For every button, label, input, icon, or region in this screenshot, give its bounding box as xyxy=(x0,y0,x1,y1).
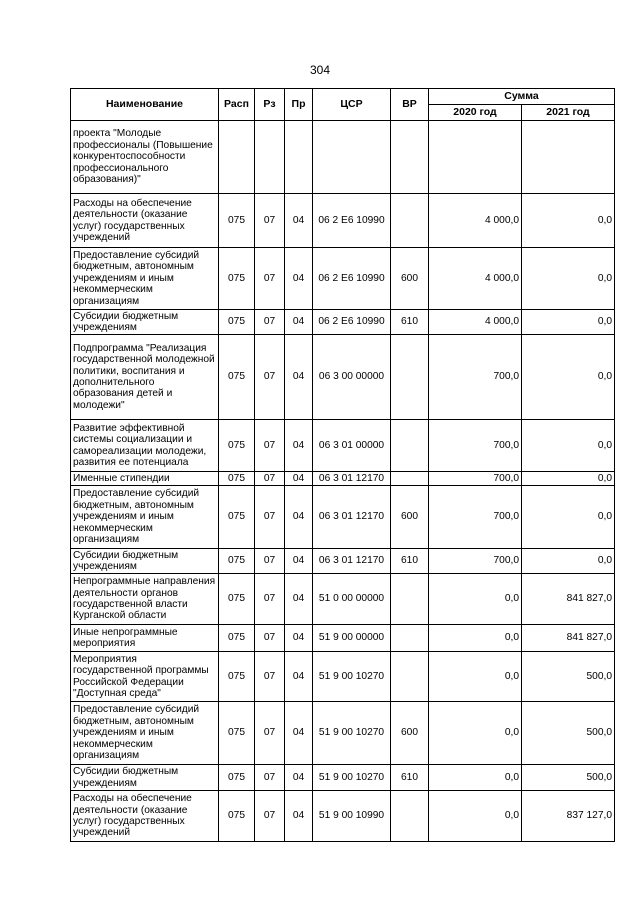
cell-name: Подпрограмма "Реализация государственной молодежной политики, воспитания и дополнительного образования детей и молодежи" xyxy=(71,335,219,420)
header-2020: 2020 год xyxy=(429,105,522,121)
header-rasp: Расп xyxy=(219,89,255,121)
cell-rz: 07 xyxy=(255,625,285,652)
cell-name: Предоставление субсидий бюджетным, автономным учреждениям и иным некоммерческим организациям xyxy=(71,702,219,765)
cell-pr: 04 xyxy=(285,420,313,472)
cell-pr xyxy=(285,121,313,194)
cell-csr: 06 3 01 12170 xyxy=(313,486,391,549)
table-row xyxy=(71,652,615,702)
cell-rasp: 075 xyxy=(219,472,255,486)
cell-csr: 06 3 01 12170 xyxy=(313,549,391,574)
cell-rz: 07 xyxy=(255,574,285,625)
cell-vr xyxy=(391,194,429,248)
cell-rasp: 075 xyxy=(219,652,255,702)
cell-name: Предоставление субсидий бюджетным, автономным учреждениям и иным некоммерческим организациям xyxy=(71,248,219,310)
cell-2020: 4 000,0 xyxy=(429,310,522,335)
cell-vr: 610 xyxy=(391,765,429,791)
cell-pr: 04 xyxy=(285,652,313,702)
cell-name: проекта "Молодые профессионалы (Повышение конкурентоспособности профессионального образования)" xyxy=(71,121,219,194)
cell-2021: 0,0 xyxy=(522,248,615,310)
cell-rasp: 075 xyxy=(219,486,255,549)
table-row xyxy=(71,248,615,310)
cell-rz: 07 xyxy=(255,472,285,486)
table-row xyxy=(71,194,615,248)
table-row xyxy=(71,574,615,625)
cell-2020: 700,0 xyxy=(429,420,522,472)
table-row xyxy=(71,121,615,194)
cell-name: Расходы на обеспечение деятельности (оказание услуг) государственных учреждений xyxy=(71,194,219,248)
cell-name: Иные непрограммные мероприятия xyxy=(71,625,219,652)
cell-rz: 07 xyxy=(255,549,285,574)
table-row xyxy=(71,791,615,842)
cell-2020: 0,0 xyxy=(429,791,522,842)
cell-name: Развитие эффективной системы социализации и самореализации молодежи, развития ее потенциала xyxy=(71,420,219,472)
cell-rasp: 075 xyxy=(219,310,255,335)
cell-2020: 700,0 xyxy=(429,549,522,574)
cell-2020: 0,0 xyxy=(429,702,522,765)
cell-2020 xyxy=(429,121,522,194)
cell-csr: 06 3 00 00000 xyxy=(313,335,391,420)
cell-vr: 610 xyxy=(391,310,429,335)
cell-pr: 04 xyxy=(285,248,313,310)
cell-name: Именные стипендии xyxy=(71,472,219,486)
cell-2020: 4 000,0 xyxy=(429,194,522,248)
cell-csr: 51 9 00 10990 xyxy=(313,791,391,842)
table-row xyxy=(71,702,615,765)
cell-csr: 06 2 E6 10990 xyxy=(313,194,391,248)
cell-2020: 0,0 xyxy=(429,765,522,791)
cell-pr: 04 xyxy=(285,791,313,842)
table-row xyxy=(71,549,615,574)
cell-name: Субсидии бюджетным учреждениям xyxy=(71,310,219,335)
cell-rz xyxy=(255,121,285,194)
table-row xyxy=(71,486,615,549)
budget-table xyxy=(70,88,615,842)
cell-csr: 51 9 00 00000 xyxy=(313,625,391,652)
cell-csr: 06 3 01 00000 xyxy=(313,420,391,472)
cell-rasp: 075 xyxy=(219,335,255,420)
cell-rz: 07 xyxy=(255,310,285,335)
cell-vr: 600 xyxy=(391,248,429,310)
table-row xyxy=(71,310,615,335)
cell-csr: 51 9 00 10270 xyxy=(313,702,391,765)
header-csr: ЦСР xyxy=(313,89,391,121)
header-vr: ВР xyxy=(391,89,429,121)
cell-rz: 07 xyxy=(255,335,285,420)
cell-vr: 610 xyxy=(391,549,429,574)
cell-2021: 0,0 xyxy=(522,486,615,549)
cell-2021: 0,0 xyxy=(522,472,615,486)
cell-2021: 0,0 xyxy=(522,194,615,248)
cell-2020: 0,0 xyxy=(429,574,522,625)
cell-pr: 04 xyxy=(285,702,313,765)
cell-csr: 51 0 00 00000 xyxy=(313,574,391,625)
cell-rasp: 075 xyxy=(219,791,255,842)
cell-rasp: 075 xyxy=(219,248,255,310)
cell-2020: 4 000,0 xyxy=(429,248,522,310)
cell-2021: 500,0 xyxy=(522,652,615,702)
cell-2021: 0,0 xyxy=(522,549,615,574)
cell-vr xyxy=(391,574,429,625)
table-row xyxy=(71,335,615,420)
table-row xyxy=(71,765,615,791)
cell-rz: 07 xyxy=(255,652,285,702)
table-row xyxy=(71,472,615,486)
page-number: 304 xyxy=(309,63,331,77)
cell-name: Непрограммные направления деятельности органов государственной власти Курганской области xyxy=(71,574,219,625)
header-2021: 2021 год xyxy=(522,105,615,121)
cell-2020: 700,0 xyxy=(429,472,522,486)
cell-csr: 06 3 01 12170 xyxy=(313,472,391,486)
cell-pr: 04 xyxy=(285,625,313,652)
header-name: Наименование xyxy=(71,89,219,121)
cell-csr: 06 2 E6 10990 xyxy=(313,248,391,310)
cell-vr xyxy=(391,652,429,702)
cell-csr: 51 9 00 10270 xyxy=(313,652,391,702)
header-sum: Сумма xyxy=(429,89,615,105)
cell-vr xyxy=(391,121,429,194)
cell-2021: 500,0 xyxy=(522,702,615,765)
cell-vr xyxy=(391,335,429,420)
cell-pr: 04 xyxy=(285,472,313,486)
cell-pr: 04 xyxy=(285,486,313,549)
cell-rasp: 075 xyxy=(219,574,255,625)
cell-rasp: 075 xyxy=(219,765,255,791)
cell-2020: 0,0 xyxy=(429,625,522,652)
cell-2020: 700,0 xyxy=(429,486,522,549)
cell-name: Расходы на обеспечение деятельности (оказание услуг) государственных учреждений xyxy=(71,791,219,842)
cell-2021: 0,0 xyxy=(522,335,615,420)
cell-name: Предоставление субсидий бюджетным, автономным учреждениям и иным некоммерческим организациям xyxy=(71,486,219,549)
table-body xyxy=(71,121,615,842)
cell-csr xyxy=(313,121,391,194)
cell-pr: 04 xyxy=(285,765,313,791)
cell-vr xyxy=(391,625,429,652)
cell-rz: 07 xyxy=(255,420,285,472)
cell-2021 xyxy=(522,121,615,194)
cell-csr: 06 2 E6 10990 xyxy=(313,310,391,335)
cell-vr xyxy=(391,791,429,842)
cell-rz: 07 xyxy=(255,486,285,549)
cell-2021: 500,0 xyxy=(522,765,615,791)
header-rz: Рз xyxy=(255,89,285,121)
cell-vr: 600 xyxy=(391,702,429,765)
cell-rasp: 075 xyxy=(219,702,255,765)
cell-pr: 04 xyxy=(285,310,313,335)
cell-rasp: 075 xyxy=(219,549,255,574)
cell-csr: 51 9 00 10270 xyxy=(313,765,391,791)
cell-2021: 0,0 xyxy=(522,310,615,335)
cell-rasp: 075 xyxy=(219,625,255,652)
cell-vr xyxy=(391,472,429,486)
cell-2021: 837 127,0 xyxy=(522,791,615,842)
table-row xyxy=(71,420,615,472)
cell-rasp xyxy=(219,121,255,194)
cell-2020: 700,0 xyxy=(429,335,522,420)
cell-pr: 04 xyxy=(285,194,313,248)
cell-pr: 04 xyxy=(285,574,313,625)
header-pr: Пр xyxy=(285,89,313,121)
cell-pr: 04 xyxy=(285,335,313,420)
cell-2021: 0,0 xyxy=(522,420,615,472)
cell-name: Субсидии бюджетным учреждениям xyxy=(71,549,219,574)
cell-2021: 841 827,0 xyxy=(522,574,615,625)
cell-name: Мероприятия государственной программы Российской Федерации "Доступная среда" xyxy=(71,652,219,702)
cell-2021: 841 827,0 xyxy=(522,625,615,652)
cell-2020: 0,0 xyxy=(429,652,522,702)
cell-vr xyxy=(391,420,429,472)
cell-rz: 07 xyxy=(255,248,285,310)
cell-rz: 07 xyxy=(255,194,285,248)
cell-rasp: 075 xyxy=(219,194,255,248)
cell-rz: 07 xyxy=(255,765,285,791)
cell-rz: 07 xyxy=(255,702,285,765)
cell-rasp: 075 xyxy=(219,420,255,472)
cell-vr: 600 xyxy=(391,486,429,549)
cell-pr: 04 xyxy=(285,549,313,574)
cell-name: Субсидии бюджетным учреждениям xyxy=(71,765,219,791)
table-row xyxy=(71,625,615,652)
cell-rz: 07 xyxy=(255,791,285,842)
